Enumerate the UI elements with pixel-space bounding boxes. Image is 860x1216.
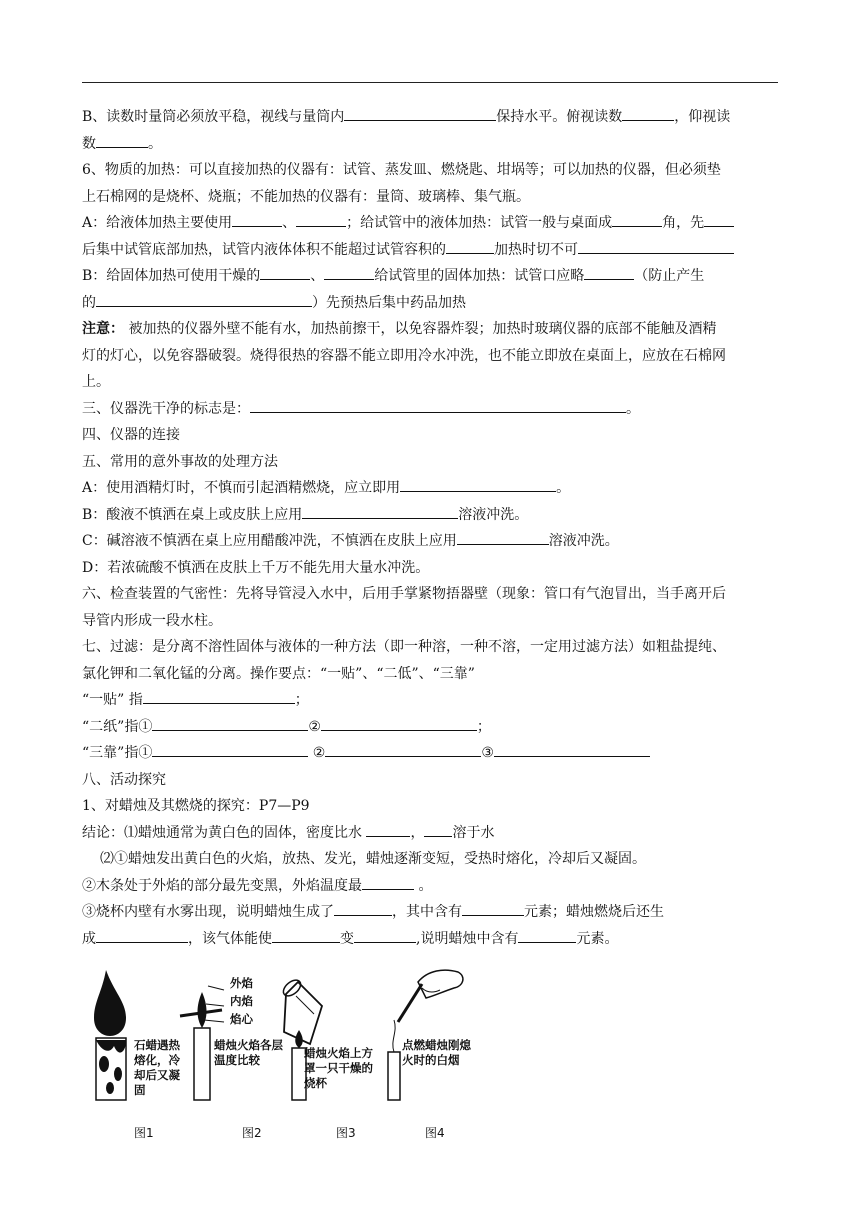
text: 。 [148, 135, 162, 152]
fig4-label: 点燃蜡烛刚熄火时的白烟 [402, 1038, 471, 1067]
line-filter-1: 七、过滤：是分离不溶性固体与液体的一种方法（即一种溶，一种不溶，一定用过滤方法）如粗盐提纯、 [82, 639, 726, 655]
line-accident-b [82, 502, 778, 529]
text: ； [294, 692, 309, 708]
line-b-solid-2 [82, 290, 778, 317]
fill-blank[interactable] [96, 927, 188, 943]
text: ② [308, 745, 326, 761]
line-conclusion-1 [82, 820, 778, 847]
text: “二纸”指① [82, 718, 153, 735]
text: 被加热的仪器外壁不能有水，加热前擦干，以免容器炸裂；加热时玻璃仪器的底部不能触及酒精 [124, 321, 717, 337]
fig4-candle-drawing [388, 970, 463, 1100]
line-accident-a [82, 475, 778, 502]
fill-blank[interactable] [272, 927, 340, 943]
fill-blank[interactable] [462, 900, 524, 916]
line-b-read-2 [82, 131, 778, 158]
text: 成 [82, 930, 96, 947]
fill-blank[interactable] [143, 688, 295, 704]
line-airtight-1: 六、检查装置的气密性：先将导管浸入水中，后用手掌紧物捂器壁（现象：管口有气泡冒出，当手离开后 [82, 586, 726, 602]
line-conclusion-5 [82, 926, 778, 953]
line-accident-d: D：若浓硫酸不慎洒在皮肤上千万不能先用大量水冲洗。 [82, 559, 430, 576]
text: 元素；蜡烛燃烧后还生 [524, 904, 664, 920]
line-airtight-2: 导管内形成一段水柱。 [82, 612, 222, 629]
line-heating-1: 6、物质的加热：可以直接加热的仪器有：试管、蒸发皿、燃烧匙、坩埚等；可以加热的仪器，但必须垫 [82, 162, 721, 178]
text: ，该气体能使 [188, 930, 272, 947]
fill-blank[interactable] [622, 105, 674, 121]
caption-fig4: 图4 [425, 1126, 445, 1140]
text: ,说明蜡烛中含有 [416, 930, 519, 947]
text: ， [410, 824, 425, 841]
fill-blank[interactable] [366, 821, 410, 837]
line-filter-2: 氯化钾和二氧化锰的分离。操作要点：“一贴”、“二低”、“三靠” [82, 665, 475, 682]
text: 、 [282, 215, 297, 231]
text: 给试管里的固体加热：试管口应略 [374, 268, 585, 284]
fill-blank[interactable] [457, 529, 549, 545]
fill-blank[interactable] [321, 715, 477, 731]
fill-blank[interactable] [704, 211, 734, 227]
text: 、 [310, 268, 325, 284]
text: 三、仪器洗干净的标志是： [82, 400, 250, 417]
fill-blank[interactable] [400, 476, 556, 492]
text: B：酸液不慎洒在桌上或皮肤上应用 [82, 506, 303, 523]
line-note-3: 上。 [82, 374, 110, 390]
fig1-candle-drawing [94, 970, 126, 1100]
text: ；给试管中的液体加热：试管一般与桌面成 [346, 215, 613, 231]
worksheet-body [82, 104, 778, 952]
fig2-inner-flame-label: 内焰 [230, 994, 253, 1008]
fill-blank[interactable] [325, 741, 481, 757]
line-note-2: 灯的灯心，以免容器破裂。烧得很热的容器不能立即用冷水冲洗，也不能立即放在桌面上，应放在石棉网 [82, 347, 726, 364]
fill-blank[interactable] [584, 264, 634, 280]
text: B、读数时量筒必须放平稳，视线与量筒内 [82, 109, 345, 125]
fill-blank[interactable] [152, 741, 308, 757]
text: A：使用酒精灯时，不慎而引起酒精燃烧，应立即用 [82, 480, 401, 496]
line-connect: 四、仪器的连接 [82, 427, 180, 443]
fig2-outer-flame-label: 外焰 [230, 976, 253, 990]
caption-fig3: 图3 [336, 1126, 356, 1140]
text: 的 [82, 294, 96, 311]
text: ，其中含有 [392, 904, 462, 920]
text: 变 [340, 930, 354, 947]
text: 溶液冲洗。 [458, 506, 529, 523]
line-b-read [82, 104, 778, 131]
text: ③烧杯内壁有水雾出现，说明蜡烛生成了 [82, 904, 334, 920]
fill-blank[interactable] [354, 927, 416, 943]
fill-blank[interactable] [446, 238, 494, 254]
line-a-liquid [82, 210, 778, 237]
fill-blank[interactable] [96, 132, 148, 148]
line-clean [82, 396, 778, 423]
line-a-liquid-2 [82, 237, 778, 264]
text: ②木条处于外焰的部分最先变黑，外焰温度最 [82, 877, 362, 894]
fig2-label: 蜡烛火焰各层温度比较 [214, 1038, 283, 1067]
fill-blank[interactable] [96, 291, 312, 307]
fill-blank[interactable] [232, 211, 282, 227]
text: 。 [414, 877, 433, 894]
text: ② [308, 718, 321, 735]
text: 。 [556, 480, 571, 496]
line-candle: 1、对蜡烛及其燃烧的探究：P7—P9 [82, 798, 310, 814]
text: “一贴” 指 [82, 692, 143, 708]
text: 保持水平。俯视读数 [496, 109, 623, 125]
text: 溶液冲洗。 [548, 533, 619, 549]
text: 结论：⑴蜡烛通常为黄白色的固体，密度比水 [82, 824, 367, 841]
caption-fig2: 图2 [242, 1126, 262, 1140]
line-conclusion-2: ⑵①蜡烛发出黄白色的火焰，放热、发光，蜡烛逐渐变短，受热时熔化，冷却后又凝固。 [100, 851, 646, 867]
line-accident-c [82, 528, 778, 555]
fill-blank[interactable] [302, 503, 458, 519]
text: 角，先 [662, 215, 705, 231]
fill-blank[interactable] [494, 741, 650, 757]
candle-figure [88, 962, 488, 1112]
line-heating-2: 上石棉网的是烧杯、烧瓶；不能加热的仪器有：量筒、玻璃棒、集气瓶。 [82, 188, 530, 205]
note-label: 注意： [82, 321, 124, 337]
fill-blank[interactable] [152, 715, 308, 731]
line-conclusion-4 [82, 899, 778, 926]
fill-blank[interactable] [250, 397, 626, 413]
caption-fig1: 图1 [134, 1126, 154, 1140]
header-rule [82, 82, 778, 83]
line-two-low [82, 714, 778, 741]
fill-blank[interactable] [344, 105, 496, 121]
fill-blank[interactable] [612, 211, 662, 227]
text: ）先预热后集中药品加热 [312, 294, 466, 311]
text: ； [476, 718, 491, 735]
text: 元素。 [576, 930, 619, 947]
line-one-stick [82, 687, 778, 714]
text: ，仰视读 [674, 109, 731, 125]
line-note-1 [82, 316, 778, 343]
line-b-solid [82, 263, 778, 290]
fill-blank[interactable] [334, 900, 392, 916]
text: “三靠”指① [82, 745, 153, 761]
fill-blank[interactable] [578, 238, 734, 254]
text: C：碱溶液不慎洒在桌上应用醋酸冲洗，不慎洒在皮肤上应用 [82, 533, 457, 549]
fill-blank[interactable] [260, 264, 310, 280]
line-accident: 五、常用的意外事故的处理方法 [82, 453, 278, 470]
fig3-label: 蜡烛火焰上方罩一只干燥的烧杯 [304, 1046, 373, 1090]
fig1-label: 石蜡遇热熔化，冷却后又凝固 [134, 1038, 180, 1097]
text: 数 [82, 135, 96, 152]
text: 。 [626, 400, 640, 417]
text: ③ [481, 745, 494, 761]
line-conclusion-3 [82, 873, 778, 900]
fig2-core-flame-label: 焰心 [230, 1012, 253, 1026]
fill-blank[interactable] [424, 821, 452, 837]
text: 后集中试管底部加热，试管内液体体积不能超过试管容积的 [82, 241, 446, 258]
fill-blank[interactable] [324, 264, 374, 280]
line-explore: 八、活动探究 [82, 771, 166, 788]
text: （防止产生 [634, 268, 705, 284]
text: B：给固体加热可使用干燥的 [82, 268, 261, 284]
fill-blank[interactable] [518, 927, 576, 943]
text: 加热时切不可 [494, 241, 578, 258]
text: 溶于水 [452, 824, 495, 841]
line-three-lean [82, 740, 778, 767]
fill-blank[interactable] [296, 211, 346, 227]
fill-blank[interactable] [362, 874, 414, 890]
text: A：给液体加热主要使用 [82, 215, 233, 231]
